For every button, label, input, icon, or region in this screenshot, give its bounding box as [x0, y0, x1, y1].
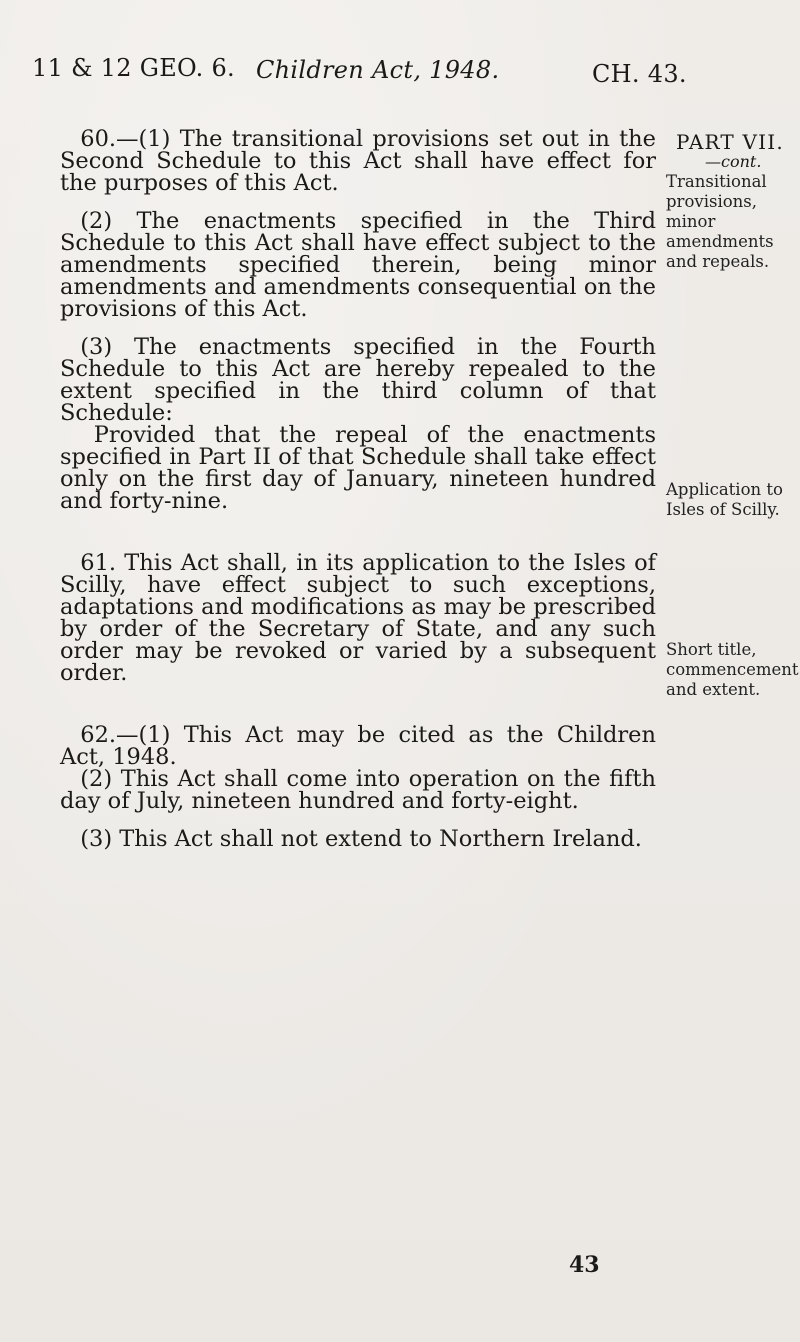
section-62-para-2: (2) This Act shall come into operation on the fifth day of July, nineteen hundred and forty-eight. [60, 766, 656, 814]
section-60-para-1: 60.—(1) The transitional provisions set out in the Second Schedule to this Act shall have effect for the purposes of this Act. [60, 126, 656, 196]
part-label: PART VII. [676, 130, 784, 154]
part-cont-label: —cont. [705, 152, 762, 171]
section-62-para-1: 62.—(1) This Act may be cited as the Children Act, 1948. [60, 722, 656, 770]
page-number: 43 [569, 1252, 600, 1278]
running-header [32, 42, 772, 102]
margin-note-scilly: Application to Isles of Scilly. [666, 480, 783, 519]
header-chapter: CH. 43. [592, 60, 687, 88]
margin-note-short-title: Short title, commencement and extent. [666, 640, 799, 699]
section-60-proviso: Provided that the repeal of the enactments specified in Part II of that Schedule shall take effect only on the first day of January, nineteen hundred and forty-nine. [60, 422, 656, 514]
section-60-para-2: (2) The enactments specified in the Third Schedule to this Act shall have effect subject to the amendments specified therein, being minor amendments and amendments consequential on the provisions of this Act. [60, 208, 656, 322]
document-body [60, 128, 656, 850]
section-62-para-3: (3) This Act shall not extend to Northern Ireland. [80, 826, 642, 852]
header-regnal-year: 11 & 12 GEO. 6. [32, 54, 235, 82]
section-60-para-3: (3) The enactments specified in the Fourth Schedule to this Act are hereby repealed to the extent specified in the third column of that Schedule: [60, 334, 656, 426]
margin-note-transitional: Transitional provisions, minor amendments and repeals. [666, 172, 774, 271]
header-act-title: Children Act, 1948. [256, 56, 500, 84]
section-61-para-1: 61. This Act shall, in its application to the Isles of Scilly, have effect subject to such exceptions, adaptations and modifications as may be prescribed by order of the Secretary of State, and any such order may be revoked or varied by a subsequent order. [60, 550, 656, 686]
